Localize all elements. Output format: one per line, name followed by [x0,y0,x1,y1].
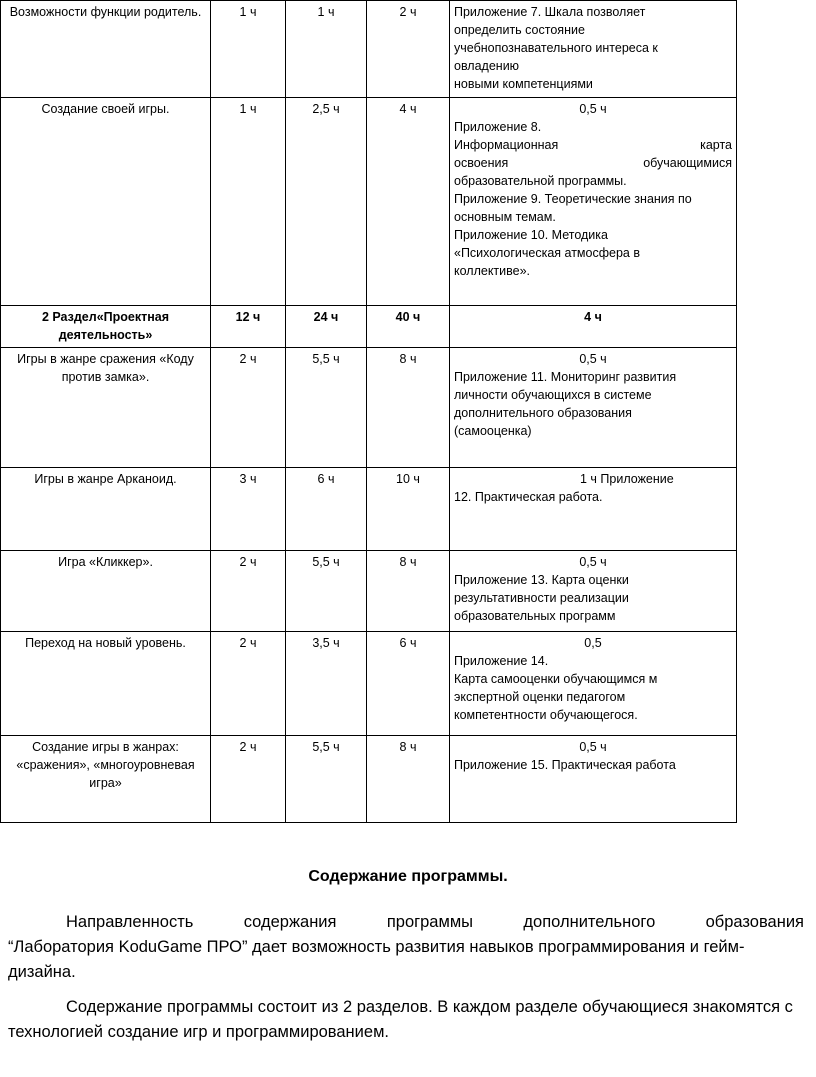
control-form-cell [450,736,737,823]
control-form-word: карта [700,138,732,152]
control-form-line: Приложение 7. Шкала позволяет [454,5,646,19]
paragraph-word: образования [705,913,804,931]
paragraph-first-line [8,910,804,935]
practice-hours-cell: 6 ч [286,468,367,551]
paragraph-word: Направленность [66,913,194,931]
control-form-line: образовательной программы. [454,174,627,188]
control-form-cell [450,468,737,551]
control-hours: 0,5 ч [579,352,607,366]
table-row [1,98,737,306]
theory-hours-cell: 2 ч [211,632,286,736]
control-hours: 0,5 ч [579,555,607,569]
practice-hours-cell: 5,5 ч [286,348,367,468]
topic-cell: Игры в жанре Арканоид. [1,468,211,551]
topic-cell: Переход на новый уровень. [1,632,211,736]
theory-hours-cell: 2 ч [211,736,286,823]
topic-cell: 2 Раздел«Проектная деятельность» [1,306,211,348]
total-hours-cell: 8 ч [367,551,450,632]
topic-cell: Возможности функции родитель. [1,1,211,98]
control-form-line: 12. Практическая работа. [454,490,603,504]
paragraph-word: содержания [243,913,337,931]
control-form-line: Приложение 14. [454,654,549,668]
theory-hours-cell: 1 ч [211,98,286,306]
table-row [1,551,737,632]
control-form-line: Приложение 11. Мониторинг развития [454,370,677,384]
paragraph-structure [8,995,804,1045]
curriculum-table-body [1,1,737,823]
paragraph-continuation: “Лаборатория KoduGame ПРО” дает возможность развития навыков программирования и гейм-дизайна. [8,938,745,981]
control-form-line [454,136,732,154]
control-form-line: основным темам. [454,210,556,224]
control-form-line: «Психологическая атмосфера в [454,246,640,260]
control-form-word: освоения [454,156,509,170]
topic-cell: Создание своей игры. [1,98,211,306]
table-row [1,632,737,736]
control-form-word: Информационная [454,138,559,152]
total-hours-cell: 6 ч [367,632,450,736]
table-row [1,348,737,468]
practice-hours-cell: 24 ч [286,306,367,348]
control-form-cell [450,348,737,468]
control-form-cell [450,632,737,736]
table-row [1,1,737,98]
table-row [1,736,737,823]
control-form-line: компетентности обучающегося. [454,708,638,722]
control-form-line: Приложение 15. Практическая работа [454,758,676,772]
topic-cell: Игра «Кликкер». [1,551,211,632]
control-form-line: (самооценка) [454,424,532,438]
paragraph-direction [8,910,804,985]
practice-hours-cell: 3,5 ч [286,632,367,736]
control-form-line: учебнопознавательного интереса к [454,41,658,55]
control-form-line: коллективе». [454,264,531,278]
control-form-line: Приложение 9. Теоретические знания по [454,192,692,206]
control-form-line: Приложение 10. Методика [454,228,608,242]
control-form-cell [450,551,737,632]
paragraph-text: Содержание программы состоит из 2 разделов. В каждом разделе обучающиеся знакомятся с технологией создание игр и программированием. [8,998,793,1041]
control-hours: 4 ч [584,310,602,324]
total-hours-cell: 10 ч [367,468,450,551]
table-row [1,468,737,551]
total-hours-cell: 8 ч [367,348,450,468]
total-hours-cell: 4 ч [367,98,450,306]
control-form-line: Карта самооценки обучающимся м [454,672,658,686]
control-hours: 0,5 ч [579,102,607,116]
total-hours-cell: 2 ч [367,1,450,98]
total-hours-cell: 8 ч [367,736,450,823]
section-heading: Содержание программы. [308,868,508,885]
practice-hours-cell: 2,5 ч [286,98,367,306]
table-section-row [1,306,737,348]
control-form-line: определить состояние [454,23,585,37]
practice-hours-cell: 5,5 ч [286,551,367,632]
control-form-line: Приложение 8. [454,120,542,134]
theory-hours-cell: 2 ч [211,348,286,468]
control-hours: 0,5 ч [579,740,607,754]
control-form-line: Приложение 13. Карта оценки [454,573,629,587]
control-form-cell [450,98,737,306]
control-form-line: дополнительного образования [454,406,632,420]
control-form-line: образовательных программ [454,609,616,623]
control-form-line: новыми компетенциями [454,77,593,91]
paragraph-word: программы [386,913,474,931]
control-form-word: обучающимися [643,156,732,170]
topic-cell: Игры в жанре сражения «Коду против замка». [1,348,211,468]
theory-hours-cell: 3 ч [211,468,286,551]
control-form-line: результативности реализации [454,591,629,605]
practice-hours-cell: 1 ч [286,1,367,98]
practice-hours-cell: 5,5 ч [286,736,367,823]
total-hours-cell: 40 ч [367,306,450,348]
topic-cell: Создание игры в жанрах: «сражения», «многоуровневая игра» [1,736,211,823]
theory-hours-cell: 1 ч [211,1,286,98]
control-form-line: личности обучающихся в системе [454,388,652,402]
control-hours: 0,5 [584,636,602,650]
control-hours: 1 ч Приложение [580,472,674,486]
control-form-line [454,154,732,172]
control-form-cell [450,1,737,98]
paragraph-word: дополнительного [523,913,656,931]
theory-hours-cell: 12 ч [211,306,286,348]
control-form-line: овладению [454,59,520,73]
control-form-cell [450,306,737,348]
theory-hours-cell: 2 ч [211,551,286,632]
control-form-line: экспертной оценки педагогом [454,690,626,704]
